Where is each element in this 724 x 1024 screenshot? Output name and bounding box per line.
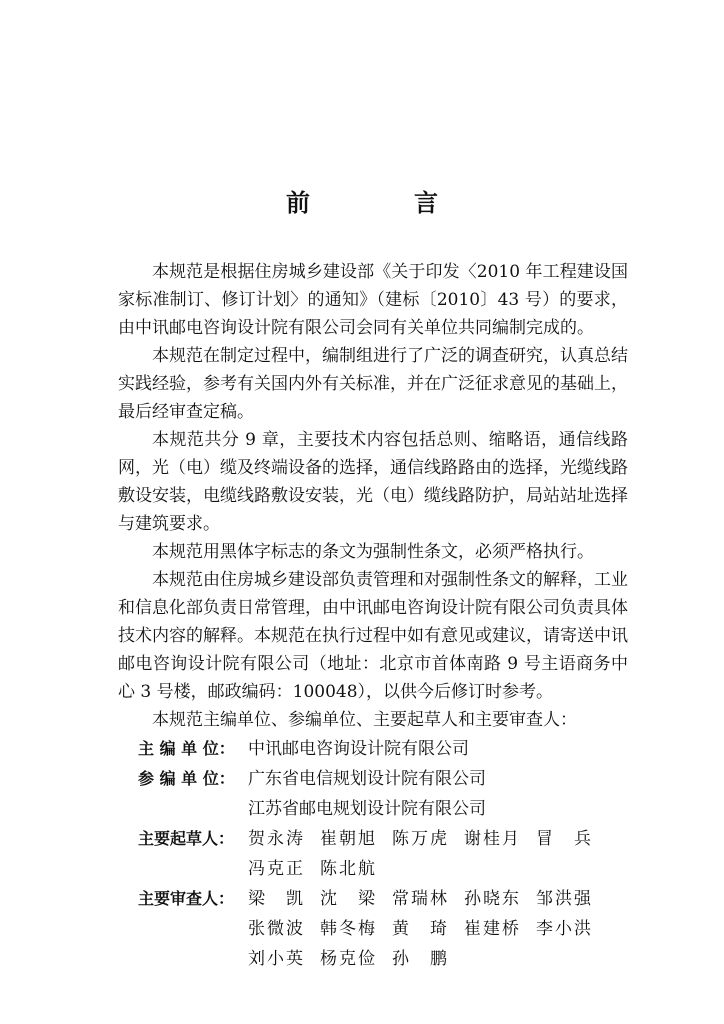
paragraph-contributors-intro: 本规范主编单位、参编单位、主要起草人和主要审查人： <box>152 710 577 730</box>
reviewer-name: 梁 凯 <box>248 889 305 909</box>
reviewer-name: 沈 梁 <box>320 889 377 909</box>
main-drafters-label: 主要起草人： <box>138 829 235 848</box>
participating-units-values <box>248 764 628 824</box>
drafter-name: 陈北航 <box>320 859 377 879</box>
chief-unit-row <box>118 734 628 764</box>
participating-units-label: 参 编 单 位： <box>138 769 235 788</box>
page-title: 前 言 <box>286 189 478 217</box>
paragraph-management: 本规范由住房城乡建设部负责管理和对强制性条文的解释，工业和信息化部负责日常管理，由中讯邮电咨询设计院有限公司负责具体技术内容的解释。本规范在执行过程中如有意见或建议，请寄送中讯邮电咨询设计院有限公司（地址：北京市首体南路 9 号主语商务中心 3 号楼，邮政编码：100048），以供今后修订时参考。 <box>118 570 628 702</box>
reviewer-name: 韩冬梅 <box>320 919 377 939</box>
chief-unit-label: 主 编 单 位： <box>138 739 235 758</box>
reviewer-name: 崔建桥 <box>464 919 521 939</box>
preface-body <box>118 258 628 974</box>
paragraph-origin: 本规范是根据住房城乡建设部《关于印发〈2010 年工程建设国家标准制订、修订计划〉的通知》（建标〔2010〕43 号）的要求，由中讯邮电咨询设计院有限公司会同有关单位共同编制完成的。 <box>118 262 628 338</box>
participating-unit-org: 广东省电信规划设计院有限公司 <box>248 769 486 789</box>
main-reviewers-label: 主要审查人： <box>138 889 235 908</box>
main-reviewers-names <box>248 884 628 974</box>
reviewer-name: 邹洪强 <box>536 889 593 909</box>
reviewer-name: 常瑞林 <box>392 889 449 909</box>
chief-unit-org: 中讯邮电咨询设计院有限公司 <box>248 739 469 759</box>
drafter-name: 崔朝旭 <box>320 829 377 849</box>
paragraph-process: 本规范在制定过程中，编制组进行了广泛的调查研究，认真总结实践经验，参考有关国内外有关标准，并在广泛征求意见的基础上，最后经审查定稿。 <box>118 346 628 422</box>
reviewer-name: 杨克俭 <box>320 949 377 969</box>
drafter-name: 陈万虎 <box>392 829 449 849</box>
reviewer-name: 黄 琦 <box>392 919 449 939</box>
participating-unit-org: 江苏省邮电规划设计院有限公司 <box>248 799 486 819</box>
chief-unit-values <box>248 734 628 764</box>
main-drafters-names <box>248 824 628 884</box>
drafter-name: 谢桂月 <box>464 829 521 849</box>
paragraph-mandatory: 本规范用黑体字标志的条文为强制性条文，必须严格执行。 <box>152 542 594 562</box>
main-drafters-row <box>118 824 628 884</box>
drafter-name: 冒 兵 <box>536 829 593 849</box>
drafter-name: 贺永涛 <box>248 829 305 849</box>
main-reviewers-row <box>118 884 628 974</box>
paragraph-contents: 本规范共分 9 章，主要技术内容包括总则、缩略语，通信线路网，光（电）缆及终端设备的选择，通信线路路由的选择，光缆线路敷设安装，电缆线路敷设安装，光（电）缆线路防护，局站站址选择与建筑要求。 <box>118 430 628 534</box>
reviewer-name: 孙 鹏 <box>392 949 449 969</box>
reviewer-name: 张微波 <box>248 919 305 939</box>
reviewer-name: 孙晓东 <box>464 889 521 909</box>
contributors-list <box>118 734 628 974</box>
reviewer-name: 刘小英 <box>248 949 305 969</box>
participating-units-row <box>118 764 628 824</box>
drafter-name: 冯克正 <box>248 859 305 879</box>
reviewer-name: 李小洪 <box>536 919 593 939</box>
